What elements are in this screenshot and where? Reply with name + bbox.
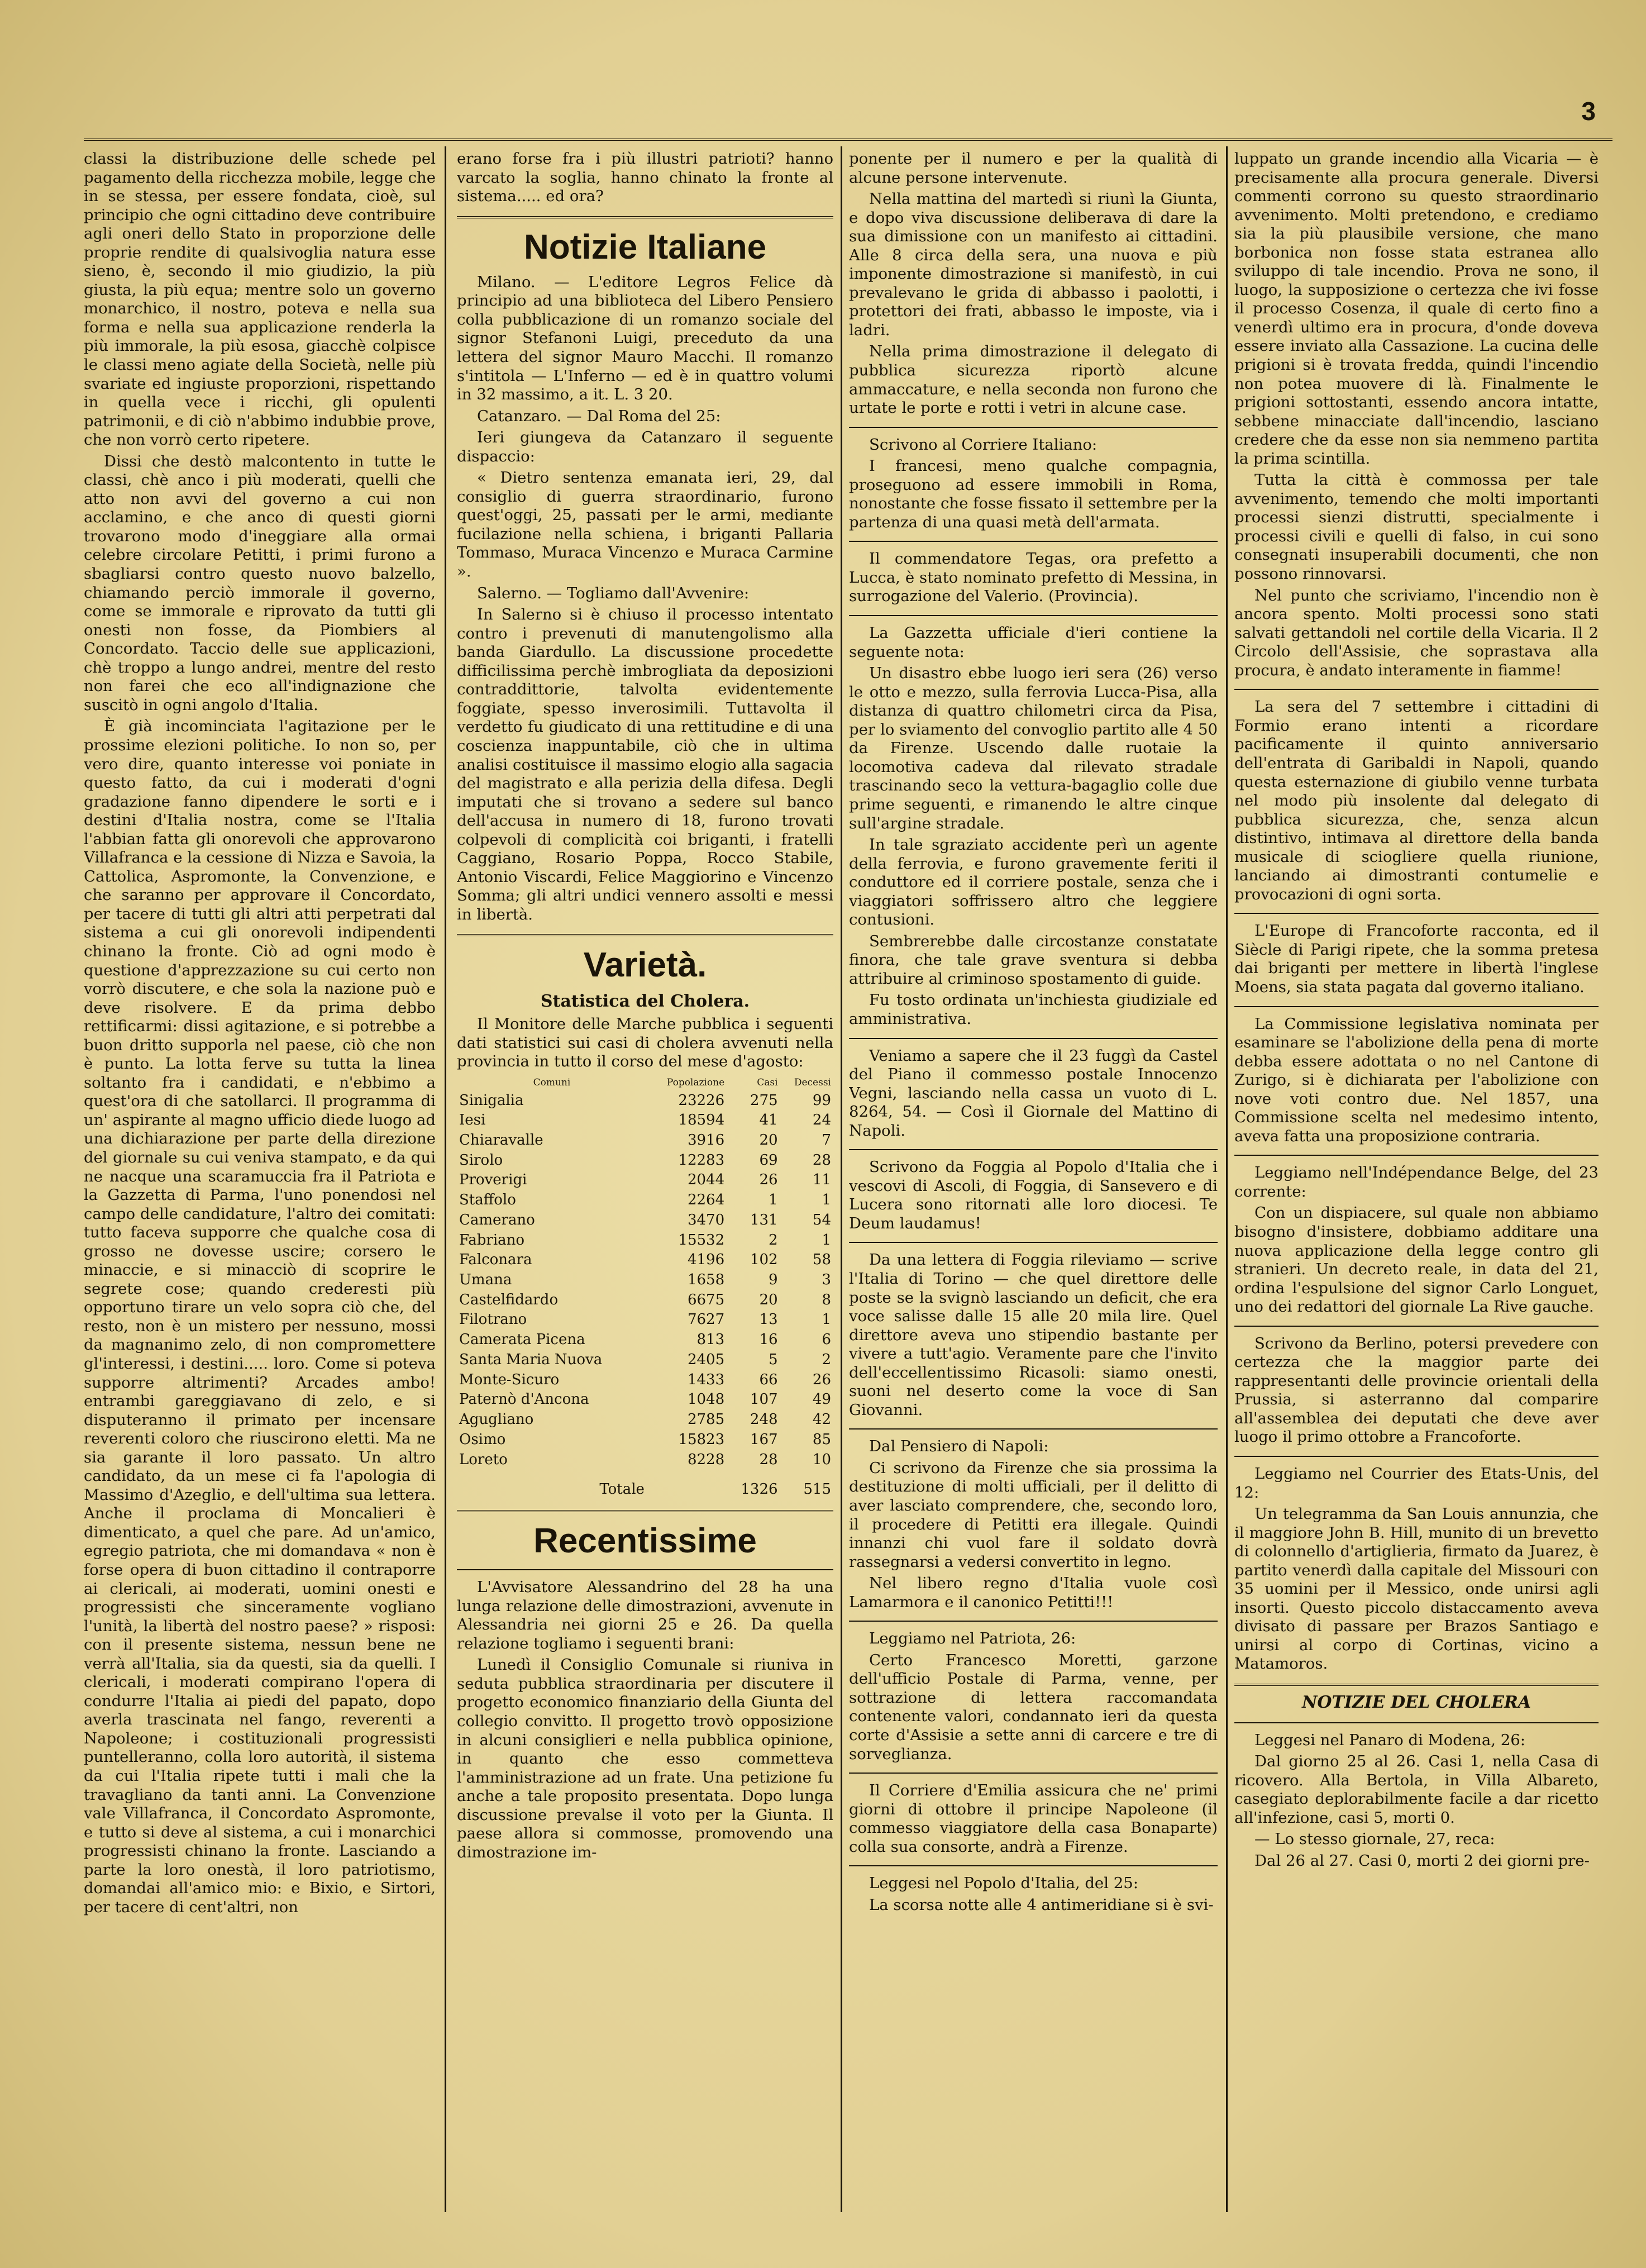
column-header: Decessi xyxy=(794,1076,831,1088)
table-row xyxy=(457,1330,833,1350)
table-cell: 20 xyxy=(759,1132,778,1149)
table-cell: 18594 xyxy=(678,1112,725,1129)
article-paragraph: Con un dispiacere, sul quale non abbiamo bisogno d'insistere, dobbiamo additare una nuova applicazione della legge contro gli stranieri. Un decreto reale, in data del 21, ordina l'espulsione del signor Carlo Longuet, uno dei redattori del giornale La Rive gauche. xyxy=(1234,1204,1599,1316)
table-cell: 15532 xyxy=(678,1231,725,1249)
article-paragraph: Certo Francesco Moretti, garzone dell'ufficio Postale di Parma, venne, per sottrazione di lettera raccomandata contenente valori, condannato ieri da questa corte d'Assisie a sette anni di carcere e tre di sorveglianza. xyxy=(849,1651,1218,1763)
article-paragraph: Leggiamo nel Patriota, 26: xyxy=(869,1629,1076,1648)
table-cell: 6 xyxy=(822,1331,831,1349)
article-paragraph: Scrivono al Corriere Italiano: xyxy=(869,435,1098,454)
article-paragraph: Veniamo a sapere che il 23 fuggì da Castel del Piano il commesso postale Innocenzo Vegni, lasciando nella cassa un vuoto di L. 8264, 54. — Così il Giornale del Mattino di Napoli. xyxy=(849,1046,1218,1140)
table-cell: Castelfidardo xyxy=(459,1291,559,1308)
table-cell: Umana xyxy=(459,1271,512,1289)
section-rule xyxy=(1234,1684,1599,1686)
article-paragraph: Tutta la città è commossa per tale avvenimento, temendo che molti importanti processi sienzi distrutti, specialmente i processi civili e quelli di falso, in cui sono consegnati insuperabili documenti, che non possono rinnovarsi. xyxy=(1234,471,1599,583)
section-rule xyxy=(457,934,833,936)
table-cell: 10 xyxy=(812,1451,831,1468)
table-cell: 6675 xyxy=(687,1291,725,1308)
table-row xyxy=(457,1250,833,1270)
table-row xyxy=(457,1211,833,1231)
table-cell: 2 xyxy=(769,1231,778,1249)
section-rule xyxy=(1234,1006,1599,1007)
news-item: Ieri giungeva da Catanzaro il seguente dispaccio: xyxy=(457,428,833,465)
heading-notizie-italiane: Notizie Italiane xyxy=(523,227,767,266)
section-rule xyxy=(849,1773,1218,1774)
table-cell: Chiaravalle xyxy=(459,1132,543,1149)
table-row xyxy=(457,1091,833,1111)
section-rule xyxy=(457,1510,833,1512)
column-divider xyxy=(841,146,842,2212)
section-rule xyxy=(1234,689,1599,690)
article-paragraph: erano forse fra i più illustri patrioti? hanno varcato la soglia, hanno chinato la fronte al sistema..... ed ora? xyxy=(457,150,833,206)
table-row xyxy=(457,1450,833,1470)
table-cell: Sinigalia xyxy=(459,1092,524,1109)
heading-recentissime: Recentissime xyxy=(533,1521,757,1560)
section-rule xyxy=(849,1038,1218,1039)
table-cell: Staffolo xyxy=(459,1192,516,1209)
article-paragraph: Un disastro ebbe luogo ieri sera (26) verso le otto e mezzo, sulla ferrovia Lucca-Pisa, alla distanza di quattro chilometri circa da Pisa, per lo sviamento del convoglio partito alle 4 50 da Firenze. Uscendo dalle ruotaie la locomotiva cadeva dal rilevato stradale trascinando seco la vettura-bagaglio colle due prime seguenti, e rimanendo le altre cinque sull'argine stradale. xyxy=(849,664,1218,832)
column-3 xyxy=(849,150,1218,2207)
table-row xyxy=(457,1390,833,1410)
table-row xyxy=(457,1190,833,1211)
table-cell: 1433 xyxy=(687,1371,725,1388)
table-cell: 15823 xyxy=(678,1431,725,1448)
table-row xyxy=(457,1410,833,1430)
news-item: In Salerno si è chiuso il processo intentato contro i prevenuti di manutengolismo alla banda Giardullo. La discussione procedette difficilissima perchè imbrogliata da deposizioni contraddittorie, talvolta evidentemente foggiate, spesso inverosimili. Tuttavolta il verdetto fu giudicato di una rettitudine e di una coscienza inappuntabile, ciò che in ultima analisi costituisce il massimo elogio alla sagacia del magistrato e alla perizia della difesa. Degli imputati che si trovano a sedere sul banco dell'accusa in numero di 18, furono trovati colpevoli di complicità coi briganti, i fratelli Caggiano, Rosario Poppa, Rocco Stabile, Antonio Viscardi, Felice Maggiorino e Vincenzo Somma; gli altri undici vennero assolti e messi in libertà. xyxy=(457,606,833,923)
table-row xyxy=(457,1290,833,1311)
column-header: Comuni xyxy=(533,1076,571,1088)
article-paragraph: La sera del 7 settembre i cittadini di Formio erano intenti a ricordare pacificamente il quinto anniversario dell'entrata di Garibaldi in Napoli, quando questa esternazione di giubilo venne turbata nel modo più insolente dal delegato di pubblica sicurezza, che, senza alcun distintivo, intimava al direttore della banda musicale di sciogliere quella riunione, lanciando ai dimostranti contumelie e provocazioni di ogni sorta. xyxy=(1234,698,1599,903)
article-paragraph: Fu tosto ordinata un'inchiesta giudiziale ed amministrativa. xyxy=(849,991,1218,1028)
section-rule xyxy=(849,1865,1218,1866)
table-cell: 85 xyxy=(812,1431,831,1448)
column-divider xyxy=(1226,146,1228,2212)
article-paragraph: Scrivono da Foggia al Popolo d'Italia che i vescovi di Ascoli, di Foggia, di Sansevero e di Lucera sono ritornati alle loro diocesi. Te Deum laudamus! xyxy=(849,1158,1218,1232)
table-cell: 1 xyxy=(769,1192,778,1209)
article-paragraph: Leggiamo nell'Indépendance Belge, del 23 corrente: xyxy=(1234,1164,1599,1200)
column-4 xyxy=(1234,150,1599,2207)
article-paragraph: È già incominciata l'agitazione per le prossime elezioni politiche. Io non so, per vero dire, quanto interesse voi poniate in questo fatto, da cui i moderati d'ogni gradazione fanno dipendere le sorti e i destini d'Italia nostra, come se l'Italia l'abbian fatta gli onorevoli che approvarono Villafranca e la cessione di Nizza e Savoia, la Cattolica, Aspromonte, la Convenzione, e che saranno per approvare il Concordato, per tacere di tutti gli altri atti perpetrati dal sistema a cui gli onorevoli indipendenti chinano la fronte. Ciò ad ogni modo è questione d'apprezzazione su cui certo non vorrò discutere, e che sola la nazione può e deve risolvere. E da prima debbo rettificarmi: dissi agitazione, e si potrebbe a buon dritto supporla nel paese, ciò che non è punto. La lotta ferve su tutta la linea soltanto fra i candidati, e n'ebbimo a quest'ora di che satollarci. Il programma di un' aspirante al magno ufficio diede luogo ad una dichiarazione per parte della direzione del giornale su cui veniva stampato, e da qui ne nacque una scaramuccia fra il Patriota e la Gazzetta di Parma, l'uno ponendosi nel campo delle candidature, l'altro dei comitati: tutto faceva supporre che qualche cosa di grosso ne dovesse uscire; corsero le minaccie, e si minacciò di scoprire le segrete cose; quando crederesti più opportuno tirare un velo sopra ciò che, del resto, non è un mistero per nessuno, mossi da magnanimo zelo, di non compromettere gl'interessi, i destini..... loro. Come si poteva supporre altrimenti? Arcades ambo! entrambi gareggiavano di zelo, e si disputeranno il primato per incensare reverenti coloro che riuscirono eletti. Ma ne sia garante il loro passato. Un altro candidato, da un mese ci fa l'apologia di Massimo d'Azeglio, e dell'ultima sua lettera. Anche il proclama di Moncalieri è dimenticato, a quel che pare. Ad un'amico, egregio patriota, che mi domandava « non è forse opera di buon cittadino il contraporre ai clericali, ai moderati, uomini onesti e progressisti che sinceramente vogliano l'unità, la libertà del nostro paese? » risposi: con il presente sistema, nessun bene ne verrà all'Italia, sia da questi, sia da quelli. I clericali, i moderati compirano l'opera di condurre l'Italia ai piedi del papato, dopo averla trascinata nel fango, reverenti a Napoleone; i costituzionali progressisti puntelleranno, colla loro autorità, il sistema da cui l'Italia ripete tutti i mali che la travagliano da tanti anni. La Convenzione vale Villafranca, il Concordato Aspromonte, e tutto si deve al sistema, a cui i monarchici progressisti chinano la fronte. Lasciando a parte la loro onestà, il loro patriotismo, domandai all'amico mio: e Bixio, e Sirtori, per tacere di cent'altri, non xyxy=(84,717,436,1916)
table-cell: 41 xyxy=(759,1112,778,1129)
section-rule xyxy=(1234,1155,1599,1156)
article-paragraph: L'Avvisatore Alessandrino del 28 ha una lunga relazione delle dimostrazioni, avvenute in Alessandria nei giorni 25 e 26. Da quella relazione togliamo i seguenti brani: xyxy=(457,1578,833,1652)
table-cell: 28 xyxy=(759,1451,778,1468)
table-cell: 2785 xyxy=(687,1411,725,1428)
table-cell: 2405 xyxy=(687,1351,725,1368)
table-cell: 107 xyxy=(750,1391,778,1408)
page-number: 3 xyxy=(1581,97,1596,126)
table-cell: 24 xyxy=(812,1112,831,1129)
table-cell: 8228 xyxy=(687,1451,725,1468)
section-rule xyxy=(849,427,1218,428)
table-cell: 131 xyxy=(750,1211,778,1228)
table-cell: Santa Maria Nuova xyxy=(459,1351,603,1368)
table-cell: 275 xyxy=(750,1092,778,1109)
article-paragraph: Dal Pensiero di Napoli: xyxy=(869,1437,1049,1456)
article-paragraph: In tale sgraziato accidente perì un agente della ferrovia, e furono gravemente feriti il conduttore ed il corriere postale, senza che i viaggiatori soffrissero altro che leggiere contusioni. xyxy=(849,836,1218,929)
cholera-stats-table xyxy=(457,1077,833,1500)
table-cell: Loreto xyxy=(459,1451,508,1468)
table-cell: 58 xyxy=(812,1251,831,1269)
column-1 xyxy=(84,150,436,2207)
article-paragraph: Dal 26 al 27. Casi 0, morti 2 dei giorni pre- xyxy=(1254,1851,1590,1870)
table-cell: 3916 xyxy=(687,1132,725,1149)
table-cell: 54 xyxy=(812,1211,831,1228)
total-decessi: 515 xyxy=(803,1481,831,1498)
table-cell: 12283 xyxy=(678,1151,725,1169)
article-paragraph: Ci scrivono da Firenze che sia prossima la destituzione di molti ufficiali, per il delitto di aver lasciato comprendere, che, secondo loro, il procedere di Petitti era illegale. Quindi innanzi chi vuol fare il soldato dovrà rassegnarsi a vedersi convertito in legno. xyxy=(849,1459,1218,1571)
table-cell: 7 xyxy=(822,1132,831,1149)
column-2 xyxy=(457,150,833,2207)
section-rule xyxy=(457,216,833,218)
section-rule xyxy=(1234,1722,1599,1723)
table-header-row xyxy=(457,1077,833,1091)
table-cell: 99 xyxy=(812,1092,831,1109)
news-item: Milano. — L'editore Legros Felice dà principio ad una biblioteca del Libero Pensiero colla pubblicazione di un romanzo sociale del signor Stefanoni Luigi, preceduto da una lettera del signor Mauro Macchi. Il romanzo s'intitola — L'Inferno — ed è in quattro volumi in 32 massimo, a it. L. 3 20. xyxy=(457,273,833,404)
heading-varieta: Varietà. xyxy=(583,946,707,985)
table-cell: Falconara xyxy=(459,1251,532,1269)
table-cell: 66 xyxy=(759,1371,778,1388)
table-cell: 3 xyxy=(822,1271,831,1289)
heading-notizie-cholera: NOTIZIE DEL CHOLERA xyxy=(1301,1693,1532,1713)
article-paragraph: Da una lettera di Foggia rileviamo — scrive l'Italia di Torino — che quel direttore delle poste se la svignò lasciando un deficit, che era voce salisse dalle 15 alle 20 mila lire. Quel direttore aveva uno stipendio bastante per vivere a tutt'agio. Veramente pare che l'invito dell'eccellentissimo Ricasoli: siamo onesti, suoni nel deserto come la voce di San Giovanni. xyxy=(849,1251,1218,1419)
article-paragraph: Leggesi nel Popolo d'Italia, del 25: xyxy=(869,1874,1139,1893)
table-row xyxy=(457,1370,833,1390)
table-cell: 7627 xyxy=(687,1311,725,1328)
table-cell: 42 xyxy=(812,1411,831,1428)
table-row xyxy=(457,1270,833,1290)
total-casi: 1326 xyxy=(741,1481,778,1498)
table-cell: 49 xyxy=(812,1391,831,1408)
table-cell: 20 xyxy=(759,1291,778,1308)
top-rule xyxy=(84,139,1612,141)
table-cell: 4196 xyxy=(687,1251,725,1269)
table-row xyxy=(457,1170,833,1190)
table-cell: 16 xyxy=(759,1331,778,1349)
table-cell: 167 xyxy=(750,1431,778,1448)
total-label: Totale xyxy=(599,1481,645,1498)
section-rule xyxy=(1234,1326,1599,1327)
section-rule xyxy=(849,541,1218,542)
article-paragraph: Leggesi nel Panaro di Modena, 26: xyxy=(1254,1731,1525,1749)
table-cell: Sirolo xyxy=(459,1151,503,1169)
table-cell: 23226 xyxy=(678,1092,725,1109)
article-paragraph: Leggiamo nel Courrier des Etats-Unis, del 12: xyxy=(1234,1465,1599,1502)
article-paragraph: Lunedì il Consiglio Comunale si riuniva in seduta pubblica straordinaria per discutere il progetto economico finanziario della Giunta del collegio convitto. Il progetto trovò opposizione in alcuni consiglieri e nella pubblica opinione, in quanto che esso commetteva l'amministrazione ad un frate. Una petizione fu anche a tale proposito presentata. Dopo lunga discussione prevalse il voto per la Giunta. Il paese allora si commosse, promovendo una dimostrazione im- xyxy=(457,1656,833,1861)
table-row xyxy=(457,1111,833,1131)
table-row xyxy=(457,1310,833,1330)
article-paragraph: ponente per il numero e per la qualità di alcune persone intervenute. xyxy=(849,150,1218,187)
table-cell: 3470 xyxy=(687,1211,725,1228)
article-paragraph: Dal giorno 25 al 26. Casi 1, nella Casa di ricovero. Alla Bertola, in Villa Albareto, casegiato deplorabilmente facile a dar ricetto all'infezione, casi 5, morti 0. xyxy=(1234,1752,1599,1827)
column-header: Popolazione xyxy=(666,1076,725,1088)
article-paragraph: I francesi, meno qualche compagnia, proseguono ad essere immobili in Roma, nonostante che fosse fissato il settembre per la partenza di una quasi metà dell'armata. xyxy=(849,457,1218,531)
article-paragraph: Il Corriere d'Emilia assicura che ne' primi giorni di ottobre il principe Napoleone (il commesso viaggiatore della casa Bonaparte) colla sua consorte, andrà a Firenze. xyxy=(849,1781,1218,1856)
table-cell: Agugliano xyxy=(459,1411,534,1428)
section-rule xyxy=(849,1621,1218,1622)
section-rule xyxy=(1234,913,1599,914)
article-paragraph: L'Europe di Francoforte racconta, ed il Siècle di Parigi ripete, che la somma pretesa dai briganti per mettere in libertà l'inglese Moens, sia stata pagata dal governo italiano. xyxy=(1234,922,1599,996)
article-paragraph: La Gazzetta ufficiale d'ieri contiene la seguente nota: xyxy=(849,624,1218,661)
section-rule xyxy=(1234,1456,1599,1457)
table-cell: 69 xyxy=(759,1151,778,1169)
table-cell: 8 xyxy=(822,1291,831,1308)
table-cell: 1 xyxy=(822,1192,831,1209)
article-paragraph: Un telegramma da San Louis annunzia, che il maggiore John B. Hill, munito di un brevetto di colonnello d'artiglieria, firmato da Juarez, è partito venerdì dalla capitale del Missouri con 35 uomini per il Messico, onde unirsi agli insorti. Questo piccolo distaccamento aveva divisato di passare per Brazos Santiago e unirsi al corpo di Cortinas, vicino a Matamoros. xyxy=(1234,1505,1599,1673)
table-cell: 248 xyxy=(750,1411,778,1428)
table-cell: Proverigi xyxy=(459,1171,527,1189)
article-paragraph: Il commendatore Tegas, ora prefetto a Lucca, è stato nominato prefetto di Messina, in surrogazione del Valerio. (Provincia). xyxy=(849,550,1218,606)
table-cell: 1 xyxy=(822,1311,831,1328)
section-rule xyxy=(849,1149,1218,1150)
article-paragraph: La scorsa notte alle 4 antimeridiane si è svi- xyxy=(869,1895,1214,1914)
table-cell: Osimo xyxy=(459,1431,506,1448)
column-header: Casi xyxy=(757,1076,778,1088)
section-rule xyxy=(849,1242,1218,1243)
article-paragraph: Il Monitore delle Marche pubblica i seguenti dati statistici sui casi di cholera avvenuti nella provincia in tutto il corso del mese d'agosto: xyxy=(457,1015,833,1071)
article-paragraph: classi la distribuzione delle schede pel pagamento della ricchezza mobile, legge che in se stessa, per essere fondata, cioè, sul principio che ogni cittadino deve contribuire agli oneri dello Stato in proporzione delle proprie rendite di qualsivoglia natura esse sieno, è, secondo il mio giudizio, la più giusta, la più equa; mentre solo un governo monarchico, il nostro, poteva e nella sua forma e nella sua applicazione renderla la più immorale, la più esosa, giacchè colpisce le classi meno agiate della Società, nelle più svariate ed ingiuste proporzioni, rispettando in quella vece i ricchi, gli opulenti patrimonii, e di ciò n'abbimo indubbie prove, che non vorrò certo ripetere. xyxy=(84,150,436,449)
table-cell: 102 xyxy=(750,1251,778,1269)
table-cell: 5 xyxy=(769,1351,778,1368)
article-paragraph: Sembrerebbe dalle circostanze constatate finora, che tale grave sventura si debba attribuire al criminoso spostamento di guide. xyxy=(849,932,1218,988)
table-cell: 26 xyxy=(812,1371,831,1388)
table-cell xyxy=(647,1470,727,1500)
article-paragraph: Nel punto che scriviamo, l'incendio non è ancora spento. Molti processi sono stati salvati gettandoli nel cortile della Vicaria. Il 2 Circolo dell'Assisie, che soprastava alla procura, è andato interamente in fiamme! xyxy=(1234,586,1599,679)
table-total-row xyxy=(457,1470,833,1500)
section-rule xyxy=(849,615,1218,616)
article-paragraph: Scrivono da Berlino, potersi prevedere con certezza che la maggior parte dei rappresentanti delle provincie orientali della Prussia, si asterranno dal comparire all'assemblea dei deputati che deve aver luogo il primo ottobre a Francoforte. xyxy=(1234,1334,1599,1446)
article-paragraph: luppato un grande incendio alla Vicaria — è precisamente alla procura generale. Diversi commenti corrono su questo straordinario avvenimento. Molti pretendono, e crediamo sia la più plausibile versione, che mano borbonica non fosse stata estranea allo sviluppo di tale incendio. Prova ne sono, il luogo, la supposizione o certezza che ivi fosse il processo Cosenza, il quale di certo fino a venerdì ultimo era in procura, d'onde doveva essere inviato alla Cassazione. La cucina delle prigioni si è trovata fredda, quindi l'incendio non potea muovere di là. Finalmente le prigioni sottostanti, essendo ancora intatte, sebbene minacciate dall'incendio, lasciano credere che da esse non sia nemmeno partita la prima scintilla. xyxy=(1234,150,1599,468)
table-cell: Iesi xyxy=(459,1112,486,1129)
subheading-statistica: Statistica del Cholera. xyxy=(540,991,750,1011)
section-rule xyxy=(457,1569,833,1570)
section-rule xyxy=(849,1428,1218,1430)
table-cell: Camerano xyxy=(459,1211,535,1228)
news-item: Catanzaro. — Dal Roma del 25: xyxy=(477,407,721,425)
table-cell: Paternò d'Ancona xyxy=(459,1391,589,1408)
table-cell: Camerata Picena xyxy=(459,1331,585,1349)
table-cell: 28 xyxy=(812,1151,831,1169)
table-cell: Fabriano xyxy=(459,1231,525,1249)
table-row xyxy=(457,1430,833,1450)
table-cell: 11 xyxy=(812,1171,831,1189)
table-cell: 2264 xyxy=(687,1192,725,1209)
table-row xyxy=(457,1131,833,1151)
news-item: Salerno. — Togliamo dall'Avvenire: xyxy=(477,584,750,602)
article-paragraph: La Commissione legislativa nominata per esaminare se l'abolizione della pena di morte debba essere adottata o no nel Cantone di Zurigo, si è dichiarata per l'abolizione con nove voti contro due. Nel 1857, una Commissione scelta nel medesimo intento, aveva fatta una proposizione contraria. xyxy=(1234,1014,1599,1145)
table-cell: 2044 xyxy=(687,1171,725,1189)
table-cell: 813 xyxy=(696,1331,725,1349)
article-paragraph: Nella mattina del martedì si riunì la Giunta, e dopo viva discussione deliberava di dare la sua dimissione con un manifesto ai cittadini. Alle 8 circa della sera, una nuova e più imponente dimostrazione si manifestò, in cui prevalevano le grida di abbasso i paolotti, i protettori dei frati, abbasso le imposte, via i ladri. xyxy=(849,190,1218,339)
table-cell: Filotrano xyxy=(459,1311,527,1328)
article-paragraph: Nel libero regno d'Italia vuole così Lamarmora e il canonico Petitti!!! xyxy=(849,1574,1218,1611)
table-cell: Monte-Sicuro xyxy=(459,1371,560,1388)
table-cell: 2 xyxy=(822,1351,831,1368)
table-cell: 1 xyxy=(822,1231,831,1249)
column-divider xyxy=(445,146,446,2212)
table-cell: 1048 xyxy=(687,1391,725,1408)
table-cell: 9 xyxy=(769,1271,778,1289)
article-paragraph: — Lo stesso giornale, 27, reca: xyxy=(1254,1830,1495,1848)
article-paragraph: Nella prima dimostrazione il delegato di pubblica sicurezza riportò alcune ammaccature, e nella seconda non furono che urtate le porte e rotti i vetri in alcune case. xyxy=(849,342,1218,417)
table-row xyxy=(457,1231,833,1251)
table-cell: 13 xyxy=(759,1311,778,1328)
table-cell: 1658 xyxy=(687,1271,725,1289)
article-paragraph: Dissi che destò malcontento in tutte le classi, chè anco i più moderati, quelli che atto non avvi del governo a cui non acclamino, e che anco di questi giorni trovarono modo d'ineggiare alla ormai celebre circolare Petitti, i primi furono a sbagliarsi contro questo nuovo balzello, chiamando perciò immorale il governo, come se immorale e riprovato da tutti gli onesti non fosse, da Piombiers al Concordato. Taccio delle sue applicazioni, chè troppo a lungo andrei, mentre del resto non farei che eco all'indignazione che suscitò in ogni angolo d'Italia. xyxy=(84,452,436,714)
table-row xyxy=(457,1151,833,1171)
table-row xyxy=(457,1350,833,1370)
news-item: « Dietro sentenza emanata ieri, 29, dal consiglio di guerra straordinario, furono quest'oggi, 25, passati per le armi, mediante fucilazione nella schiena, i briganti Pallaria Tommaso, Muraca Vincenzo e Muraca Carmine ». xyxy=(457,469,833,581)
table-cell: 26 xyxy=(759,1171,778,1189)
